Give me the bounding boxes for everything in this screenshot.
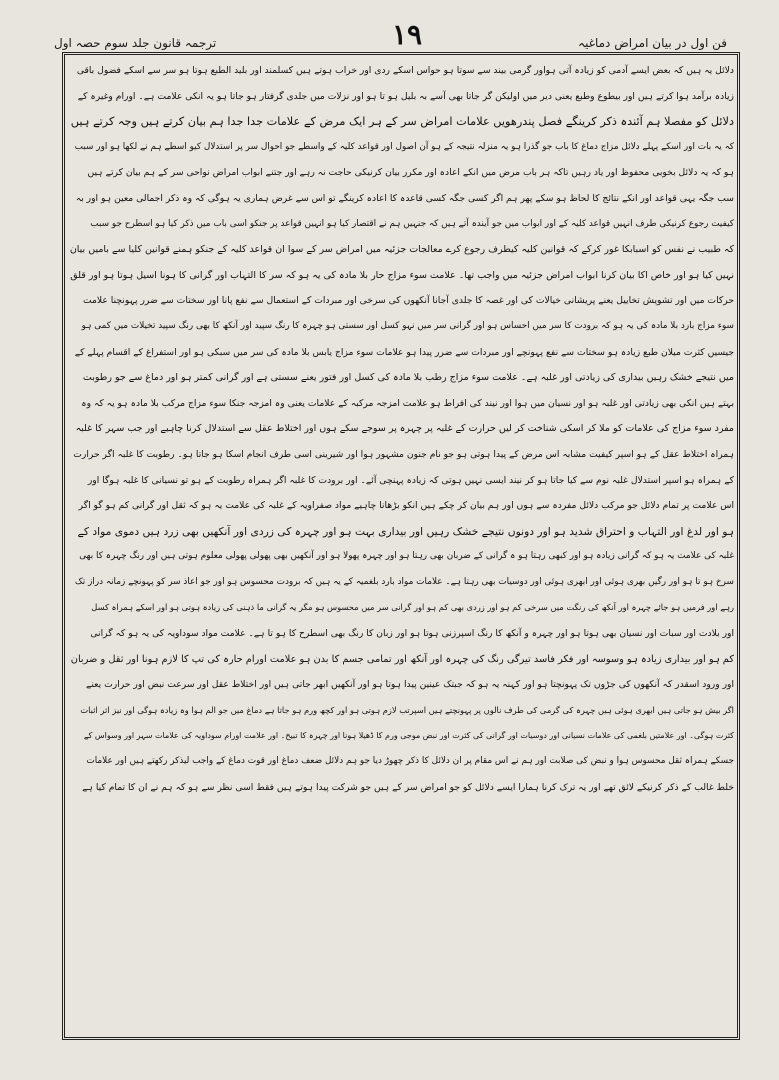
text-line: اگر بیش ہو جاتی ہیں ابھری ہوئی ہیں چہرہ کی گرمی کی طرف نالوں پر پہونچتے ہیں اسپرتب لازم ہوتی ہو اور کچھ ورم ہو جاتا ہے دماغ میں جو الم ہوا وہ زیادہ ہوگی اور نیز اثر اثبات [80, 704, 734, 715]
page-header [0, 0, 779, 51]
text-line: رہے اور فرمیں ہو جائے چہرہ اور آنکھ کی رنگت میں سرخی کم ہو اور زردی بھی کم ہو اور گرانی سر میں محسوس ہو مگر یہ گرانی ما ذہنی کی زیادہ ہوتی ہو اور اسکے ہمراہ کسل [91, 602, 734, 613]
text-line: غلبہ کی علامت یہ ہو کہ گرانی زیادہ ہو اور کبھی رہتا ہو ہ گرانی کے ضربان بھی رہتا ہو اور چہرہ پھولا ہو اور آنکھیں بھی پھولی پھولی معلوم ہوتی ہیں اور رنگ چہرہ کا بھی [79, 551, 734, 562]
text-line: کہ طبیب نے نفس کو اسبابکا غور کرکے کہ قوانین کلیہ کیطرف رجوع کرے معالجات جزئیہ میں امراض سر کے سوا ان قواعد کلیہ کے جنکو ہمنے قوانین کلیا سے بامیں بیان [70, 244, 734, 256]
text-line: سب جگہ یہی قواعد اور انکے نتائج کا لحاظ ہو سکے پھر ہم اگر کسی جگہ کسی قاعدہ کا اعادہ کرینگے تو اس سے غرض ہماری یہ ہوگی کہ وہ ذکر اجمالی معین ہو اور بہ [75, 192, 734, 204]
text-line: سرخ ہو تا ہو اور رگیں بھری ہوئی اور ابھری ہوئی اور دوسیات بھی رہتا ہے۔ علامات مواد بارد بلغمیہ کے یہ ہیں کہ برودت محسوس ہو اور جو اعاذ سر کو پہونچے زمانہ دراز تک [74, 576, 734, 587]
text-line: اور ورود اسقدر کہ آنکھوں کی جڑوں تک پہونچتا ہو اور کہنہ یہ ہو کہ جبتک عینین پیدا ہوتا ہو اور آنکھیں ابھر جاتی ہیں اور اختلاط عقل اور سرعت نبض اور حرارت یعنے [86, 679, 734, 691]
running-title-right: فن اول در بیان امراض دماغیہ [578, 36, 727, 50]
text-line: کے ہمراہ ہو اسپر استدلال غلبہ نوم سے کیا جاتا ہو کر نیند ایسی نہیں ہوتی کہ زیادہ پہنچی آئے۔ اور برودت کا غلبہ اگر ہمراہ رطوبت کے ہو تو نسیانی کا غلبہ ہوگا اور [87, 474, 734, 486]
text-line: اس علامت پر تمام دلائل جو مرکب دلائل مفردہ سے ہوں اور ہم بیان کر چکے ہیں انکو بڑھانا چاہیے مواد صفراویہ کے غلبہ کی علامت یہ ہو کہ ثقل اور گرانی کم ہو گو اگر [78, 500, 734, 512]
text-line: زیادہ برآمد ہوا کرتے ہیں اور بیطوع وطبع یعنی دیر میں اولیکن گر جاتا بھی آسے بہ بلیل ہو تا ہو اور نزلات میں جلدی گرفتار ہو جاتا ہو یہ انکی علامت ہے۔ اورام وغیرہ کے [77, 90, 734, 102]
body-text [70, 58, 734, 1034]
text-line: اور بلادت اور سبات اور نسیان بھی ہوتا ہو اور چہرہ و آنکھ کا رنگ اسپرزنی ہوتا ہو اور زبان کا رنگ بھی اسطرح کا ہو تا ہے۔ علامت مواد سوداویہ کی یہ ہو کہ گرانی [90, 628, 734, 640]
page-number: ١٩ [392, 18, 423, 51]
text-line: کم ہو اور بیداری زیادہ ہو وسوسہ اور فکر فاسد تیرگی رنگ کی چہرہ اور آنکھ اور تمامی جسم کا بدن ہو علامت اورام حارہ کی تپ کا لازم ہونا اور ثقل و ضربان [70, 653, 734, 665]
text-line: سوء مزاج بارد بلا مادہ کی یہ ہو کہ برودت کا سر میں احساس ہو اور گرانی سر میں نہو کسل اور سستی ہو چہرہ کا رنگ سپید اور آنکھ کا بھی رنگ سپید تخیلات میں کمی ہو [81, 320, 734, 331]
text-line: ہو اور لدغ اور التہاب و احتراق شدید ہو اور دونوں نتیجے خشک رہیں اور بیداری بہت ہو اور چہرہ کی زردی اور آنکھیں بھی زرد ہیں دموی مواد کے [77, 524, 734, 538]
text-line: کثرت ہوگی۔ اور علامتیں بلغمی کی علامات نسیانی اور دوسیات اور گرانی کی کثرت اور نبض موجی ورم کا ڈھیلا ہونا اور چہرہ کا تبیخ۔ اور علامت اورام سوداویہ کی علامات سہر اور وسواس کے [83, 731, 734, 741]
text-line: دلائل یہ ہیں کہ بعض ایسے آدمی کو زیادہ آتی ہواور گرمی بیند سے سوتا ہو حواس اسکے ردی اور خراب ہوتے ہیں کسلمند اور بلید الطبع ہوتا ہو سر سے اسکے فضول باقی [76, 65, 734, 76]
text-line: حرکات میں اور تشویش تخاییل یعنے پریشانی خیالات کی اور غصہ کا جلدی آجانا آنکھوں کی سرخی اور مبردات کے استعمال سے نفع پانا اور سختات سے ضرر پہونچنا علامت [82, 295, 734, 307]
text-line: ہمراہ اختلاط عقل کے ہو اسپر کیفیت مشابہ اس مرض کے پیدا ہوتی ہو جو نام جنون مشہور ہوا اور شیرینی اسی طرف انجام اسکا ہو جاتا ہو۔ رطوبت کا غلبہ اگر حرارت [73, 448, 734, 460]
text-line: نہیں کیا ہو اور خاص اکا بیان کرنا ابواب امراض جزئیہ میں واجب تھا۔ علامت سوء مزاج حار بلا مادہ کی یہ ہو کہ سر کا التہاب اور گرانی کا ہونا اسیل ہوتا ہو اور قلق [70, 269, 734, 281]
running-title-left: ترجمہ قانون جلد سوم حصہ اول [54, 36, 217, 50]
text-line: بہتے ہیں انکی بھی زیادتی اور غلبہ ہو اور نسیان میں ہوا اور نیند کی افراط ہو علامت امزجہ مرکبہ کے علامات یعنی وہ امزجہ جنکا سوء مزاج مرکب بلا مادہ ہو یہ کہ وہ [81, 397, 734, 409]
text-line: ہو کہ یہ دلائل بخوبی محفوظ اور یاد رہیں تاکہ ہر باب مرض میں انکے اعادہ اور مکرر بیان کرنیکی حاجت نہ رہے اور جتنے ابواب امراض نواحی سر کے ہم بیان کرتے ہیں [87, 167, 734, 179]
text-line: مفرد سوء مزاج کی علامات کو ملا کر اسکی شناخت کر لیں حرارت کے غلبہ پر چہرہ پر سوجے سکے ہوں اور اختلاط عقل سے استدلال کرنا چاہیے اور جب سہر کا غلبہ [75, 423, 734, 435]
text-line: خلط غالب کے ذکر کرنیکے لائق تھے اور یہ ترک کرنا ہمارا ایسے دلائل کو جو امراض سر کے ہیں جو شرکت پیدا ہوتے ہیں فقط اسی نظر سے ہو کہ ہم نے ان کا تمام کیا ہے [82, 781, 734, 793]
text-line: جسکے ہمراہ ثقل محسوس ہوا و نبض کی صلابت اور ہم نے اس مقام پر ان دلائل کا ذکر چھوڑ دیا جو ہم دلائل ضعف دماغ اور قوت دماغ کے واجب لیذکر رکھتے ہیں اور علامات [86, 756, 734, 767]
text-line: کیفیت رجوع کرنیکی طرف انہیں قواعد کلیہ کے اور ابواب میں جو آیندہ آتے ہیں کہ جنہیں ہم نے اقتصار کیا ہو انہیں قواعد پر جنکو اسی باب میں ذکر کیا ہو اسطرح جو سبب [90, 218, 734, 229]
text-line: جیسیں کثرت میلان طبع زیادہ ہو سختات سے نفع پہونچے اور مبردات سے ضرر پیدا ہو علامات سوء مزاج یابس بلا مادہ کی سر میں سبکی ہو اور استفراغ کے اقسام پہلے کے [74, 346, 734, 358]
text-line: دلائل کو مفصلا ہم آئندہ ذکر کرینگے فصل پندرھویں علامات امراض سر کے ہر ایک مرض کے علامات جدا جدا ہم بیان کرتے ہیں وجہ کرتے ہیں [70, 115, 734, 129]
text-line: کہ یہ بات اور اسکے پہلے دلائل مزاج دماغ کا باب جو گذرا ہو یہ منزلہ نتیجہ کے ہو آن اصول اور قواعد کلیہ کے واسطے جو احوال سر پر استدلال کیو اسطے ہم نے لکھا ہو اور سبب [74, 141, 734, 152]
text-line: میں نتیجے خشک رہیں بیداری کی زیادتی اور غلبہ ہے۔ علامت سوء مزاج رطب بلا مادہ کی کسل اور فتور یعنے سستی ہے اور گرانی کمتر ہو اور دماغ سے جو رطوبت [82, 372, 734, 384]
